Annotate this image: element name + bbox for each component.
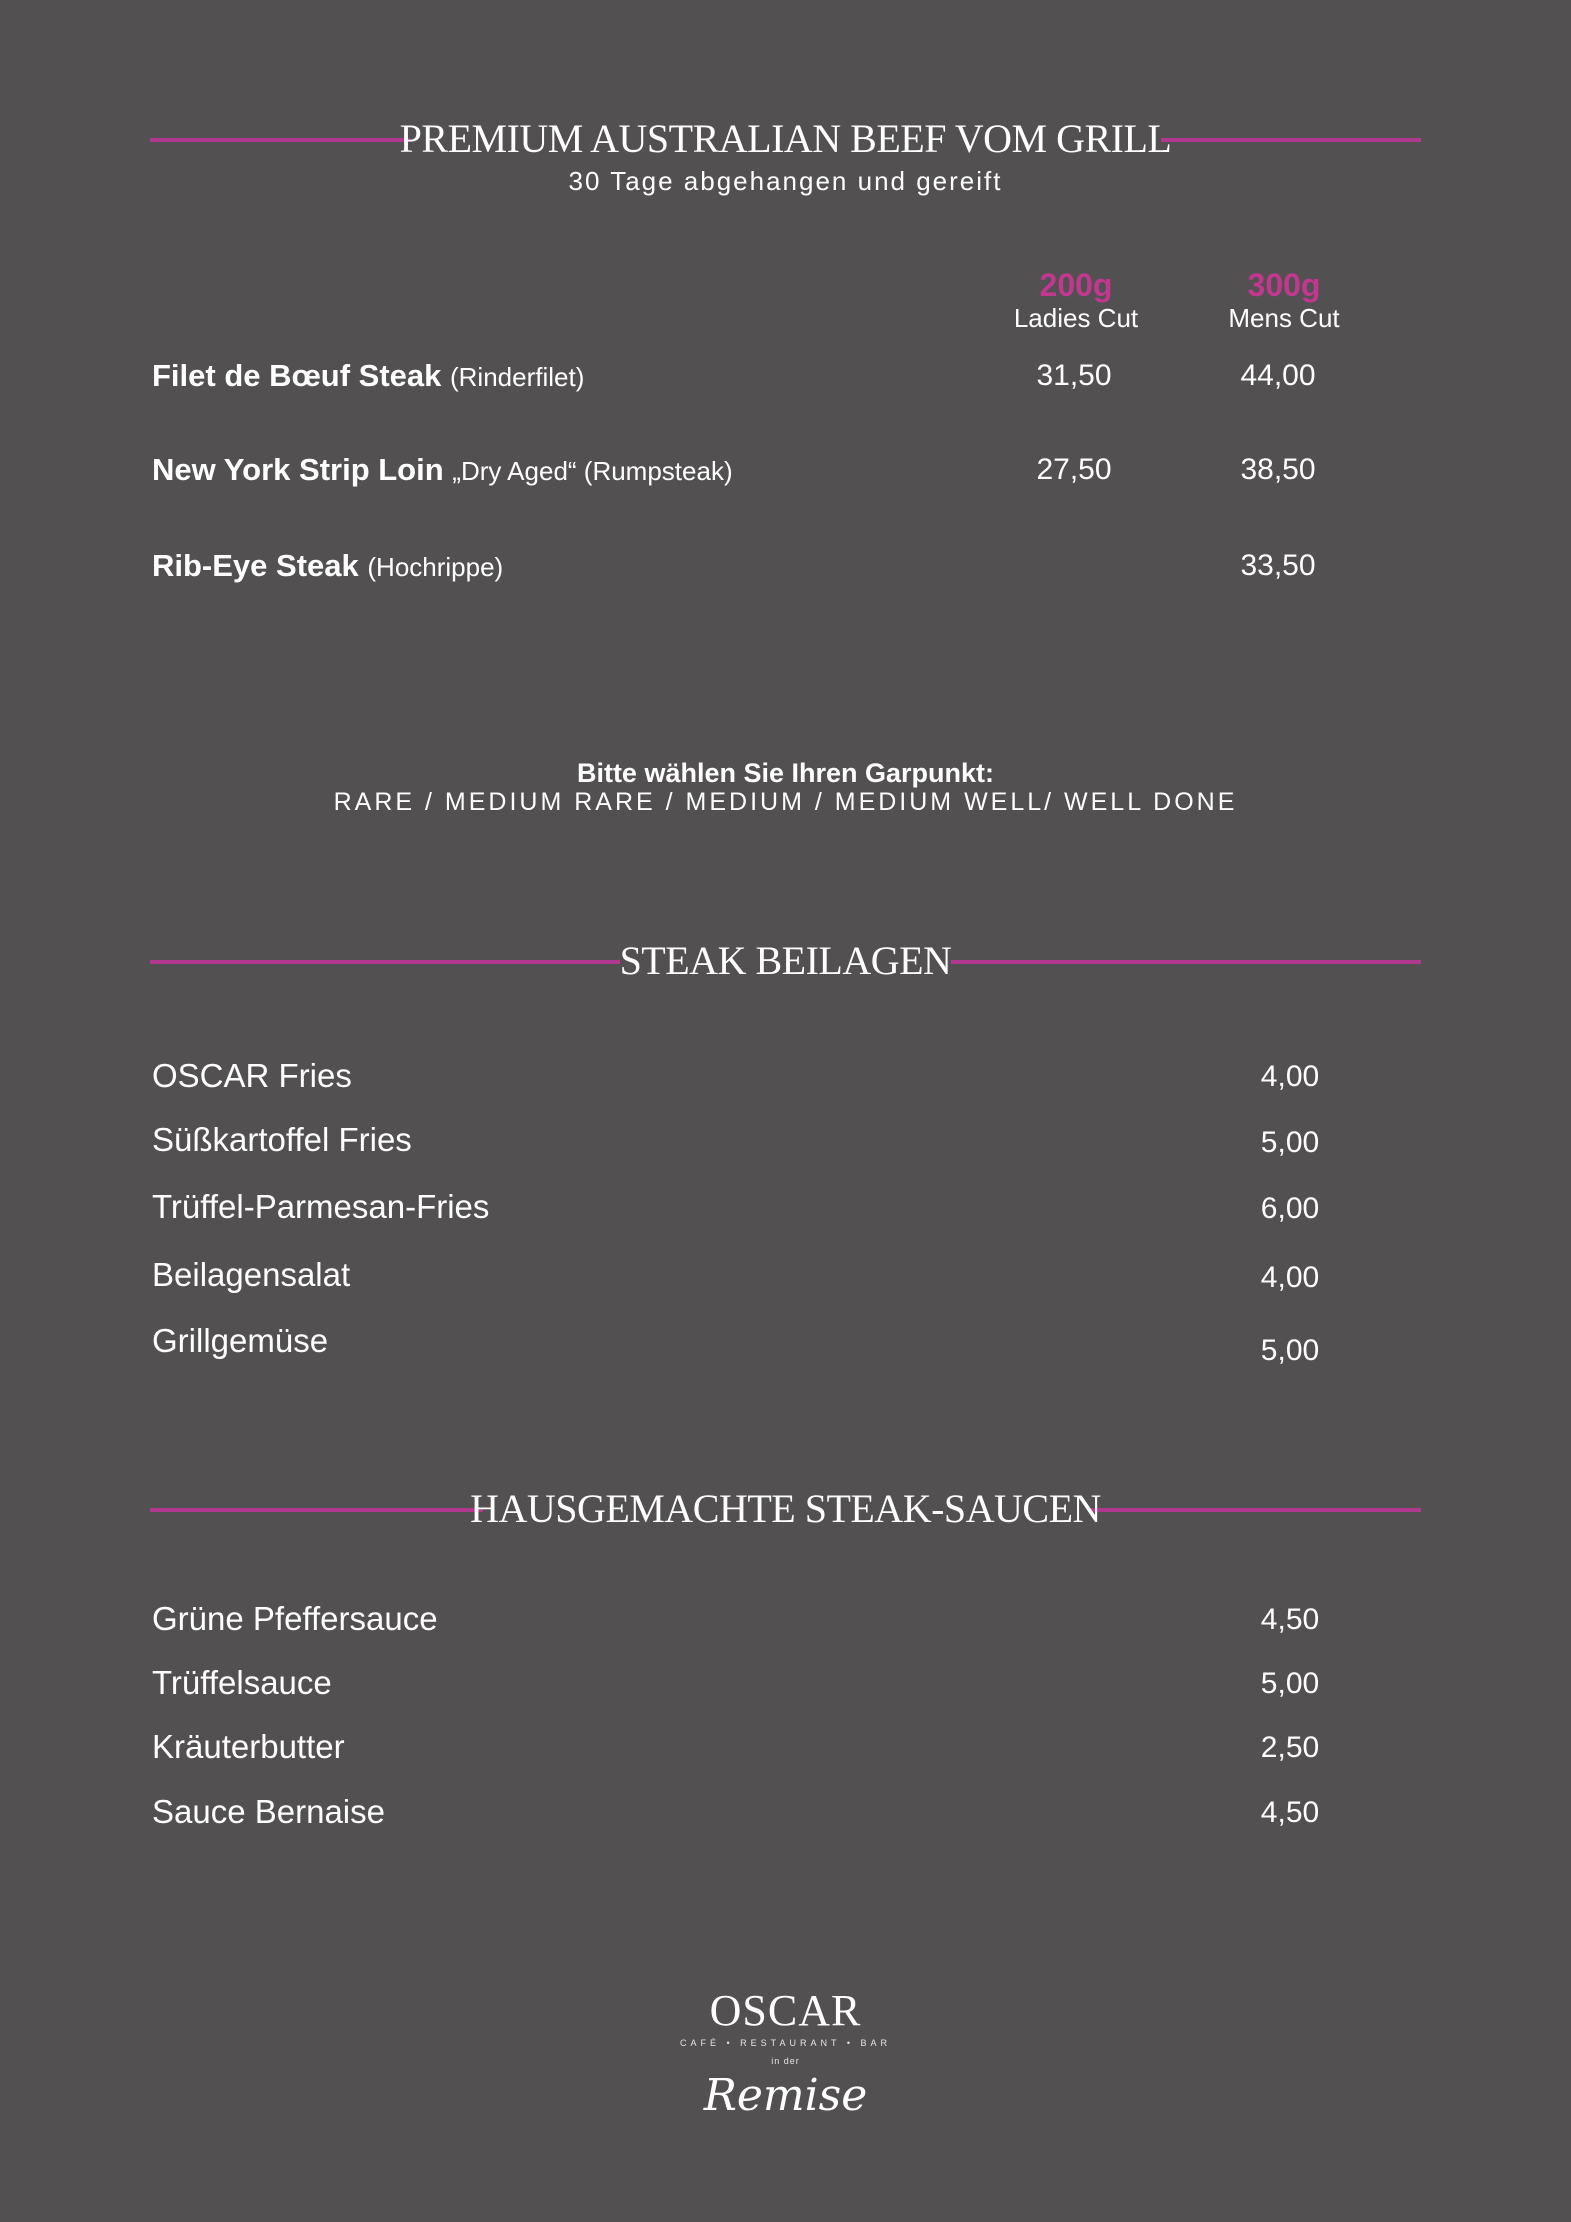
size-weight: 300g: [1247, 267, 1321, 303]
beilage-name: Trüffel-Parmesan-Fries: [152, 1188, 490, 1225]
saucen-section-header: [150, 1484, 1421, 1534]
oscar-logo: [0, 1985, 1571, 2121]
price-300: 33,50: [1240, 549, 1316, 582]
sauce-price: 5,00: [1260, 1667, 1320, 1700]
beilage-name: Grillgemüse: [152, 1322, 329, 1359]
beilage-name: Süßkartoffel Fries: [152, 1121, 412, 1158]
logo-remise: Remise: [703, 2070, 868, 2121]
logo-brand: OSCAR: [709, 1986, 862, 2035]
beilage-price: 6,00: [1260, 1192, 1320, 1225]
garpunkt-heading: Bitte wählen Sie Ihren Garpunkt:: [576, 758, 995, 788]
beilagen-title: STEAK BEILAGEN: [619, 938, 952, 983]
beilage-price: 4,00: [1260, 1060, 1320, 1093]
sauce-name: Trüffelsauce: [152, 1664, 332, 1701]
size-cut: Mens Cut: [1228, 303, 1340, 333]
sauce-price: 2,50: [1260, 1731, 1320, 1764]
beilage-price: 5,00: [1260, 1126, 1320, 1159]
steak-name: Filet de Bœuf Steak: [152, 358, 442, 393]
beef-title: PREMIUM AUSTRALIAN BEEF VOM GRILL: [399, 116, 1172, 161]
saucen-title: HAUSGEMACHTE STEAK-SAUCEN: [470, 1486, 1101, 1531]
price-300: 44,00: [1240, 359, 1316, 392]
beilage-name: OSCAR Fries: [152, 1057, 352, 1094]
steak-item: [152, 358, 584, 394]
beilagen-section-header: [150, 936, 1421, 986]
beilage-price: 5,00: [1260, 1334, 1320, 1367]
beilage-price: 4,00: [1260, 1261, 1320, 1294]
size-cut: Ladies Cut: [1013, 303, 1139, 333]
sauce-price: 4,50: [1260, 1796, 1320, 1829]
steak-name: Rib-Eye Steak: [152, 548, 359, 583]
steak-extra: (Hochrippe): [367, 552, 504, 582]
steak-extra: (Rinderfilet): [450, 362, 585, 392]
logo-in-der: in der: [771, 2056, 800, 2066]
garpunkt-options: RARE / MEDIUM RARE / MEDIUM / MEDIUM WELL/ WELL DONE: [333, 788, 1238, 816]
size-header-mens: [1184, 267, 1384, 333]
price-200: 27,50: [1036, 453, 1112, 486]
steak-item: [152, 548, 503, 584]
beef-subtitle: 30 Tage abgehangen und gereift: [568, 166, 1003, 196]
steak-item: [152, 452, 733, 488]
steak-name: New York Strip Loin: [152, 452, 444, 487]
size-header-ladies: [976, 267, 1176, 333]
logo-tagline: CAFÉ • RESTAURANT • BAR: [680, 2038, 891, 2048]
sauce-name: Sauce Bernaise: [152, 1793, 385, 1830]
sauce-price: 4,50: [1260, 1603, 1320, 1636]
price-200: 31,50: [1036, 359, 1112, 392]
price-300: 38,50: [1240, 453, 1316, 486]
sauce-name: Kräuterbutter: [152, 1728, 345, 1765]
beilage-name: Beilagensalat: [152, 1256, 351, 1293]
size-weight: 200g: [1039, 267, 1113, 303]
sauce-name: Grüne Pfeffersauce: [152, 1600, 438, 1637]
beef-section-header: [150, 114, 1421, 164]
steak-extra: „Dry Aged“ (Rumpsteak): [452, 456, 733, 486]
